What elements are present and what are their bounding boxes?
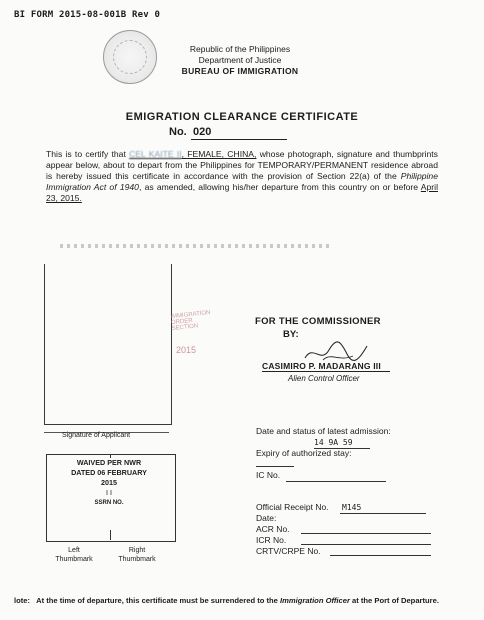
signer-title: Alien Control Officer bbox=[288, 374, 360, 383]
agency-line-republic: Republic of the Philippines bbox=[189, 44, 291, 54]
applicant-gender: FEMALE, bbox=[187, 149, 225, 159]
admission-label: Date and status of latest admission: bbox=[256, 426, 391, 436]
certificate-number: 020 bbox=[193, 126, 212, 138]
left-thumbmark-label: Left Thumbmark bbox=[55, 547, 93, 563]
bureau-seal bbox=[103, 30, 157, 84]
waiver-mark: I I bbox=[106, 488, 112, 497]
applicant-name-redacted: CEL KAITE II, FEMALE, CHINA, bbox=[129, 149, 257, 159]
body-intro: This is to certify that bbox=[46, 149, 126, 159]
right-thumbmark-label: Right Thumbmark bbox=[118, 547, 156, 563]
waiver-line-3: 2015 bbox=[101, 478, 117, 487]
date-label: Date: bbox=[256, 513, 277, 523]
applicant-signature-label: Signature of Applicant bbox=[62, 432, 131, 439]
waiver-line-2: DATED 06 FEBRUARY bbox=[71, 468, 147, 477]
act-name: Philippine Immigration Act of 1940 bbox=[46, 171, 438, 192]
certification-paragraph bbox=[46, 149, 438, 204]
agency-header bbox=[160, 44, 320, 77]
certificate-number-line bbox=[191, 139, 287, 140]
agency-line-bureau: BUREAU OF IMMIGRATION bbox=[181, 66, 299, 76]
acr-label: ACR No. bbox=[256, 524, 290, 534]
ic-label: IC No. bbox=[256, 470, 281, 480]
receipt-line bbox=[340, 513, 426, 514]
stamp-text: IMMIGRATION ORDER SECTION bbox=[170, 309, 211, 333]
icr-label: ICR No. bbox=[256, 535, 287, 545]
expiry-line bbox=[256, 466, 294, 467]
signer-name: CASIMIRO P. MADARANG III bbox=[262, 361, 381, 371]
body-text-1: whose photograph, signature and thumbprints appear below, about to depart from the Philippines for TEMPORARY/PERMANENT residence abroad is hereby issued this certificate in accordance with the provision of Section 22(a) of the bbox=[46, 149, 438, 181]
signer-line bbox=[262, 371, 390, 372]
note-text-2: at the Port of Departure. bbox=[352, 596, 439, 605]
for-commissioner-label: FOR THE COMMISSIONER bbox=[255, 316, 381, 327]
faint-bleed-line bbox=[60, 244, 330, 248]
departure-deadline: April 23, 2015. bbox=[46, 182, 438, 203]
note-prefix: lote: bbox=[14, 596, 31, 605]
waiver-line-1: WAIVED PER NWR bbox=[76, 458, 142, 467]
by-label: BY: bbox=[283, 329, 299, 340]
expiry-label: Expiry of authorized stay: bbox=[256, 448, 352, 458]
icr-line bbox=[301, 544, 431, 545]
stamp-date: 2015 bbox=[176, 345, 197, 355]
photo-box bbox=[44, 264, 172, 425]
certificate-title: EMIGRATION CLEARANCE CERTIFICATE bbox=[125, 111, 359, 123]
crtv-label: CRTV/CRPE No. bbox=[256, 546, 321, 556]
departure-note bbox=[14, 596, 474, 606]
receipt-label: Official Receipt No. bbox=[256, 502, 329, 512]
body-text-2: , as amended, allowing his/her departure from this country on or before bbox=[138, 182, 419, 192]
agency-line-department: Department of Justice bbox=[198, 55, 282, 65]
crtv-line bbox=[330, 555, 431, 556]
ic-line bbox=[286, 481, 386, 482]
certificate-number-label: No. bbox=[169, 126, 187, 138]
admission-value: 14 9A 59 bbox=[314, 437, 370, 449]
thumbmark-waiver-stamp bbox=[59, 458, 159, 530]
note-text-1: At the time of departure, this certificate must be surrendered to the bbox=[36, 596, 278, 605]
ssrn-label: SSRN NO. bbox=[94, 500, 124, 506]
applicant-nationality: CHINA, bbox=[227, 149, 257, 159]
acr-line bbox=[301, 533, 431, 534]
receipt-value: M145 bbox=[342, 503, 362, 512]
note-officer: Immigration Officer bbox=[280, 596, 350, 605]
form-id: BI FORM 2015-08-001B Rev 0 bbox=[14, 10, 161, 20]
